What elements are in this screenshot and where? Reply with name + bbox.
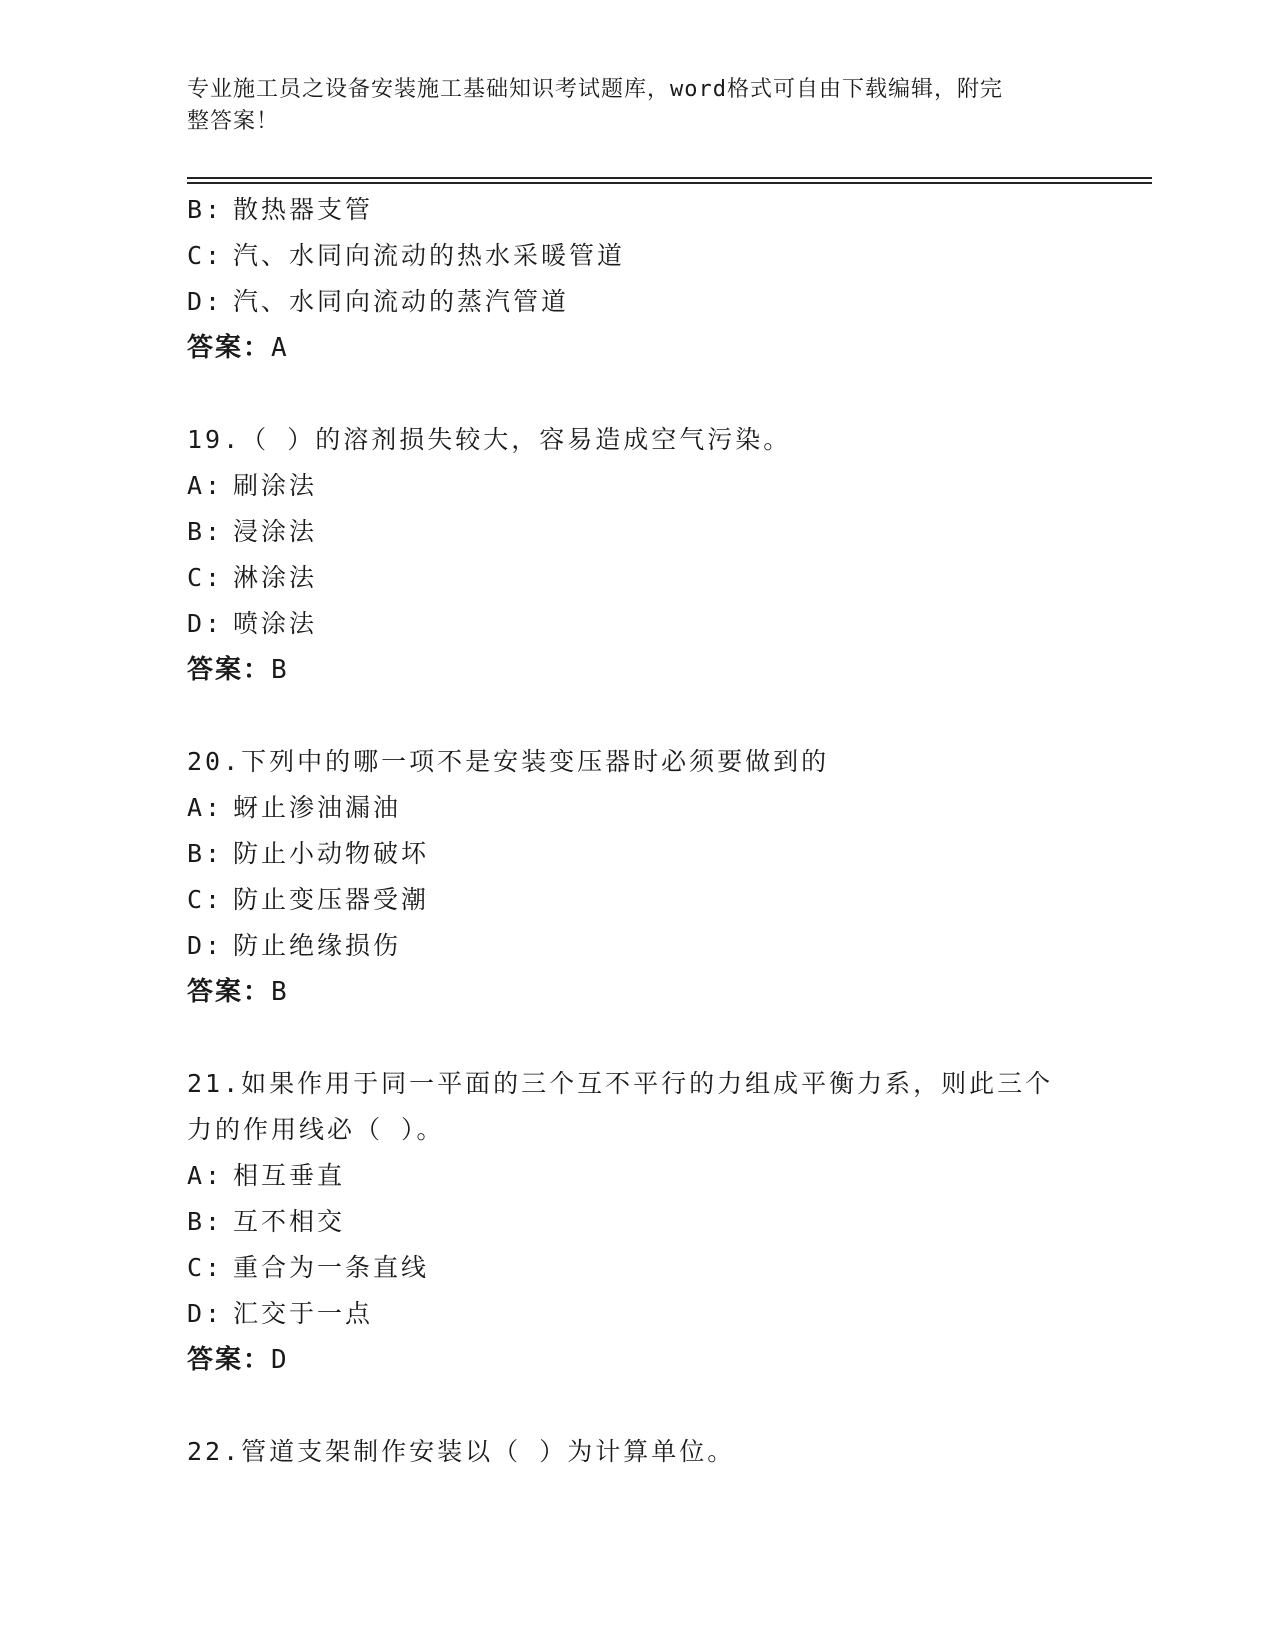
spacer: [187, 1383, 1127, 1429]
answer-value: A: [271, 333, 289, 363]
answer-line: [187, 969, 1127, 1015]
option-text: 防止绝缘损伤: [233, 931, 402, 960]
document-header: [187, 74, 1077, 138]
answer-label: 答案：: [187, 1345, 272, 1375]
question-stem-line-2: 力的作用线必（ ）。: [187, 1115, 445, 1144]
option-text: 刷涂法: [233, 471, 318, 500]
answer-line: [187, 325, 1127, 371]
option-label: B:: [187, 1207, 224, 1236]
option-text: 汇交于一点: [233, 1299, 374, 1328]
option-b: [187, 187, 1127, 233]
option-label: B:: [187, 517, 224, 546]
option-text: 防止变压器受潮: [233, 885, 430, 914]
option-label: C:: [187, 563, 224, 592]
option-label: C:: [187, 1253, 224, 1282]
question-stem: 22.管道支架制作安装以（ ）为计算单位。: [187, 1437, 736, 1466]
option-text: 淋涂法: [233, 563, 318, 592]
option-b: [187, 509, 1127, 555]
option-d: [187, 923, 1127, 969]
option-label: B:: [187, 195, 224, 224]
option-a: [187, 785, 1127, 831]
option-label: A:: [187, 793, 224, 822]
question-19: [187, 417, 1127, 693]
header-line-2: 整答案！: [187, 109, 280, 134]
question-22: [187, 1429, 1127, 1475]
option-text: 汽、水同向流动的蒸汽管道: [233, 287, 570, 316]
option-text: 浸涂法: [233, 517, 318, 546]
answer-value: B: [271, 977, 289, 1007]
option-b: [187, 831, 1127, 877]
option-label: C:: [187, 241, 224, 270]
option-c: [187, 555, 1127, 601]
spacer: [187, 693, 1127, 739]
option-c: [187, 1245, 1127, 1291]
option-a: [187, 1153, 1127, 1199]
option-text: 散热器支管: [233, 195, 374, 224]
option-label: D:: [187, 931, 224, 960]
option-text: 互不相交: [233, 1207, 346, 1236]
option-d: [187, 1291, 1127, 1337]
option-label: A:: [187, 1161, 224, 1190]
option-b: [187, 1199, 1127, 1245]
option-label: C:: [187, 885, 224, 914]
question-21: [187, 1061, 1127, 1383]
option-label: A:: [187, 471, 224, 500]
option-text: 相互垂直: [233, 1161, 346, 1190]
spacer: [187, 1015, 1127, 1061]
answer-label: 答案：: [187, 655, 272, 685]
question-stem: 20.下列中的哪一项不是安装变压器时必须要做到的: [187, 747, 830, 776]
option-text: 蚜止渗油漏油: [233, 793, 402, 822]
answer-value: D: [271, 1345, 289, 1375]
option-text: 防止小动物破坏: [233, 839, 430, 868]
option-c: [187, 877, 1127, 923]
question-stem: 19.（ ）的溶剂损失较大，容易造成空气污染。: [187, 425, 792, 454]
question-list: [187, 187, 1127, 1475]
option-label: D:: [187, 1299, 224, 1328]
option-a: [187, 463, 1127, 509]
question-stem-line-1: 21.如果作用于同一平面的三个互不平行的力组成平衡力系，则此三个: [187, 1069, 1054, 1098]
option-text: 喷涂法: [233, 609, 318, 638]
question-18-continuation: [187, 187, 1127, 371]
option-text: 汽、水同向流动的热水采暖管道: [233, 241, 626, 270]
option-label: B:: [187, 839, 224, 868]
option-c: [187, 233, 1127, 279]
answer-value: B: [271, 655, 289, 685]
answer-label: 答案：: [187, 977, 272, 1007]
option-d: [187, 279, 1127, 325]
option-text: 重合为一条直线: [233, 1253, 430, 1282]
spacer: [187, 371, 1127, 417]
header-line-1: 专业施工员之设备安装施工基础知识考试题库，word格式可自由下载编辑，附完: [187, 77, 1003, 102]
question-20: [187, 739, 1127, 1015]
option-d: [187, 601, 1127, 647]
answer-line: [187, 647, 1127, 693]
header-divider-bottom: [187, 182, 1152, 184]
answer-line: [187, 1337, 1127, 1383]
header-divider-top: [187, 177, 1152, 179]
option-label: D:: [187, 287, 224, 316]
answer-label: 答案：: [187, 333, 272, 363]
option-label: D:: [187, 609, 224, 638]
